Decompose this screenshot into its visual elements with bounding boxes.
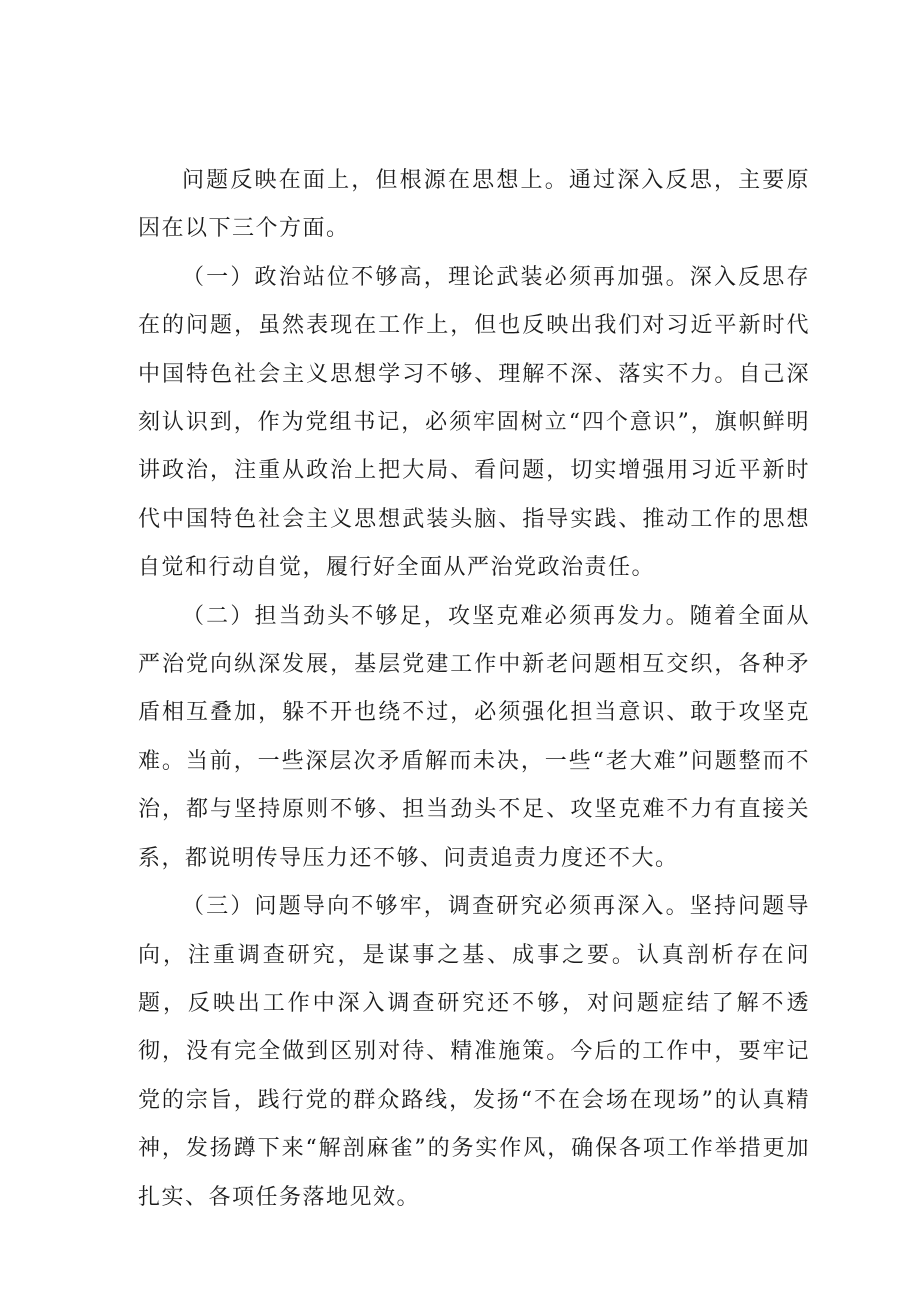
section-3-body: 坚持问题导向，注重调查研究，是谋事之基、成事之要。认真剖析存在问题，反映出工作中深入调查研究还不够，对问题症结了解不透彻，没有完全做到区别对待、精准施策。今后的工作中，要牢记党的宗旨，践行党的群众路线，发扬“不在会场在现场”的认真精神，发扬蹲下来“解剖麻雀”的务实作风，确保各项工作举措更加扎实、各项任务落地见效。 bbox=[138, 894, 810, 1210]
section-1-paragraph bbox=[138, 254, 810, 593]
section-1-heading: （一）政治站位不够高，理论武装必须再加强。 bbox=[182, 264, 690, 290]
section-2-heading: （二）担当劲头不够足，攻坚克难必须再发力。 bbox=[182, 603, 690, 629]
section-3-heading: （三）问题导向不够牢，调查研究必须再深入。 bbox=[182, 894, 690, 920]
section-1-body: 深入反思存在的问题，虽然表现在工作上，但也反映出我们对习近平新时代中国特色社会主义思想学习不够、理解不深、落实不力。自己深刻认识到，作为党组书记，必须牢固树立“四个意识”，旗帜鲜明讲政治，注重从政治上把大局、看问题，切实增强用习近平新时代中国特色社会主义思想武装头脑、指导实践、推动工作的思想自觉和行动自觉，履行好全面从严治党政治责任。 bbox=[138, 264, 810, 581]
section-2-paragraph bbox=[138, 593, 810, 883]
section-3-paragraph bbox=[138, 883, 810, 1222]
section-2-body: 随着全面从严治党向纵深发展，基层党建工作中新老问题相互交织，各种矛盾相互叠加，躲不开也绕不过，必须强化担当意识、敢于攻坚克难。当前，一些深层次矛盾解而未决，一些“老大难”问题整而不治，都与坚持原则不够、担当劲头不足、攻坚克难不力有直接关系，都说明传导压力还不够、问责追责力度还不大。 bbox=[138, 603, 810, 871]
document-body bbox=[138, 157, 810, 1222]
intro-paragraph: 问题反映在面上，但根源在思想上。通过深入反思，主要原因在以下三个方面。 bbox=[138, 168, 810, 242]
